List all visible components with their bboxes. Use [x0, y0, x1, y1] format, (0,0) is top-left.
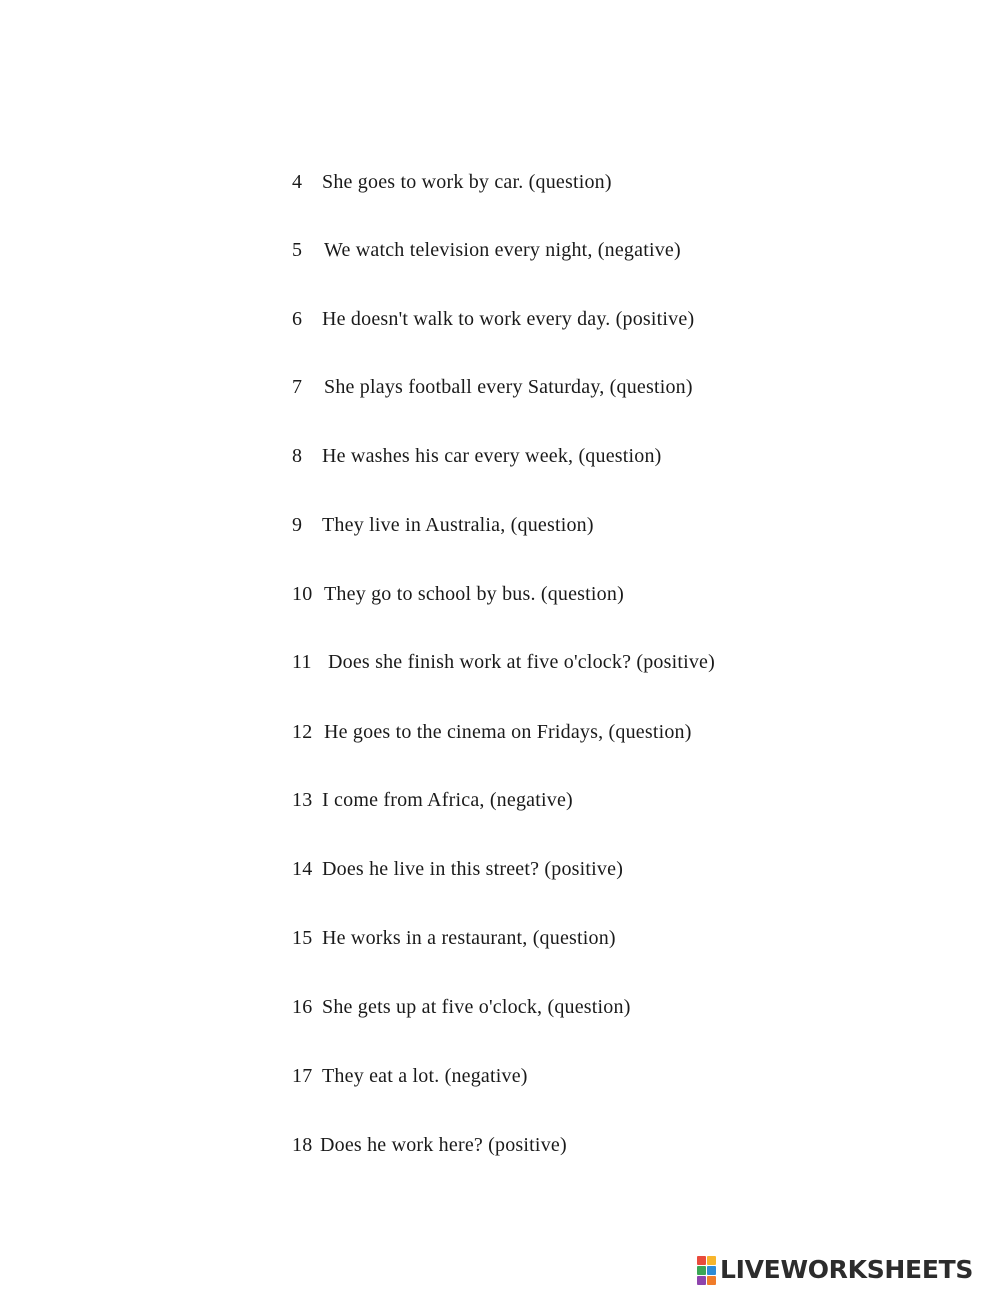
item-number: 4: [292, 171, 303, 193]
item-sentence: She plays football every Saturday, (question): [324, 376, 693, 398]
exercise-item: [292, 1064, 528, 1088]
item-number: 11: [292, 651, 312, 673]
logo-block: [707, 1266, 716, 1275]
exercise-item: [292, 238, 681, 262]
item-number: 12: [292, 721, 313, 743]
logo-block: [697, 1276, 706, 1285]
item-sentence: She goes to work by car. (question): [322, 171, 612, 193]
exercise-item: [292, 375, 693, 399]
exercise-item: [292, 1133, 567, 1157]
item-sentence: He doesn't walk to work every day. (positive): [322, 308, 695, 330]
exercise-item: [292, 513, 594, 537]
exercise-item: [292, 788, 573, 812]
item-sentence: Does she finish work at five o'clock? (positive): [328, 651, 715, 673]
item-sentence: They eat a lot. (negative): [322, 1065, 528, 1087]
item-sentence: We watch television every night, (negative): [324, 239, 681, 261]
exercise-item: [292, 170, 612, 194]
item-sentence: She gets up at five o'clock, (question): [322, 996, 631, 1018]
exercise-item: [292, 857, 623, 881]
logo-text: LIVEWORKSHEETS: [720, 1255, 974, 1284]
exercise-item: [292, 650, 715, 674]
exercise-item: [292, 307, 694, 331]
item-number: 13: [292, 789, 313, 811]
logo-block: [697, 1256, 706, 1265]
item-sentence: Does he work here? (positive): [320, 1134, 567, 1156]
item-number: 8: [292, 445, 303, 467]
item-number: 18: [292, 1134, 313, 1156]
item-number: 14: [292, 858, 313, 880]
liveworksheets-logo: [697, 1255, 973, 1285]
item-number: 17: [292, 1065, 313, 1087]
logo-blocks-icon: [697, 1256, 716, 1285]
item-sentence: They go to school by bus. (question): [324, 583, 624, 605]
item-sentence: Does he live in this street? (positive): [322, 858, 624, 880]
item-sentence: He works in a restaurant, (question): [322, 927, 616, 949]
logo-block: [697, 1266, 706, 1275]
item-sentence: He goes to the cinema on Fridays, (question): [324, 721, 692, 743]
item-number: 6: [292, 308, 303, 330]
item-number: 16: [292, 996, 313, 1018]
item-number: 15: [292, 927, 313, 949]
exercise-item: [292, 582, 624, 606]
item-number: 9: [292, 514, 303, 536]
item-number: 7: [292, 376, 303, 398]
item-number: 10: [292, 583, 313, 605]
exercise-item: [292, 995, 631, 1019]
exercise-item: [292, 444, 662, 468]
item-sentence: They live in Australia, (question): [322, 514, 594, 536]
item-sentence: He washes his car every week, (question): [322, 445, 662, 467]
exercise-item: [292, 720, 692, 744]
item-sentence: I come from Africa, (negative): [322, 789, 573, 811]
logo-block: [707, 1256, 716, 1265]
item-number: 5: [292, 239, 303, 261]
logo-block: [707, 1276, 716, 1285]
exercise-item: [292, 926, 616, 950]
